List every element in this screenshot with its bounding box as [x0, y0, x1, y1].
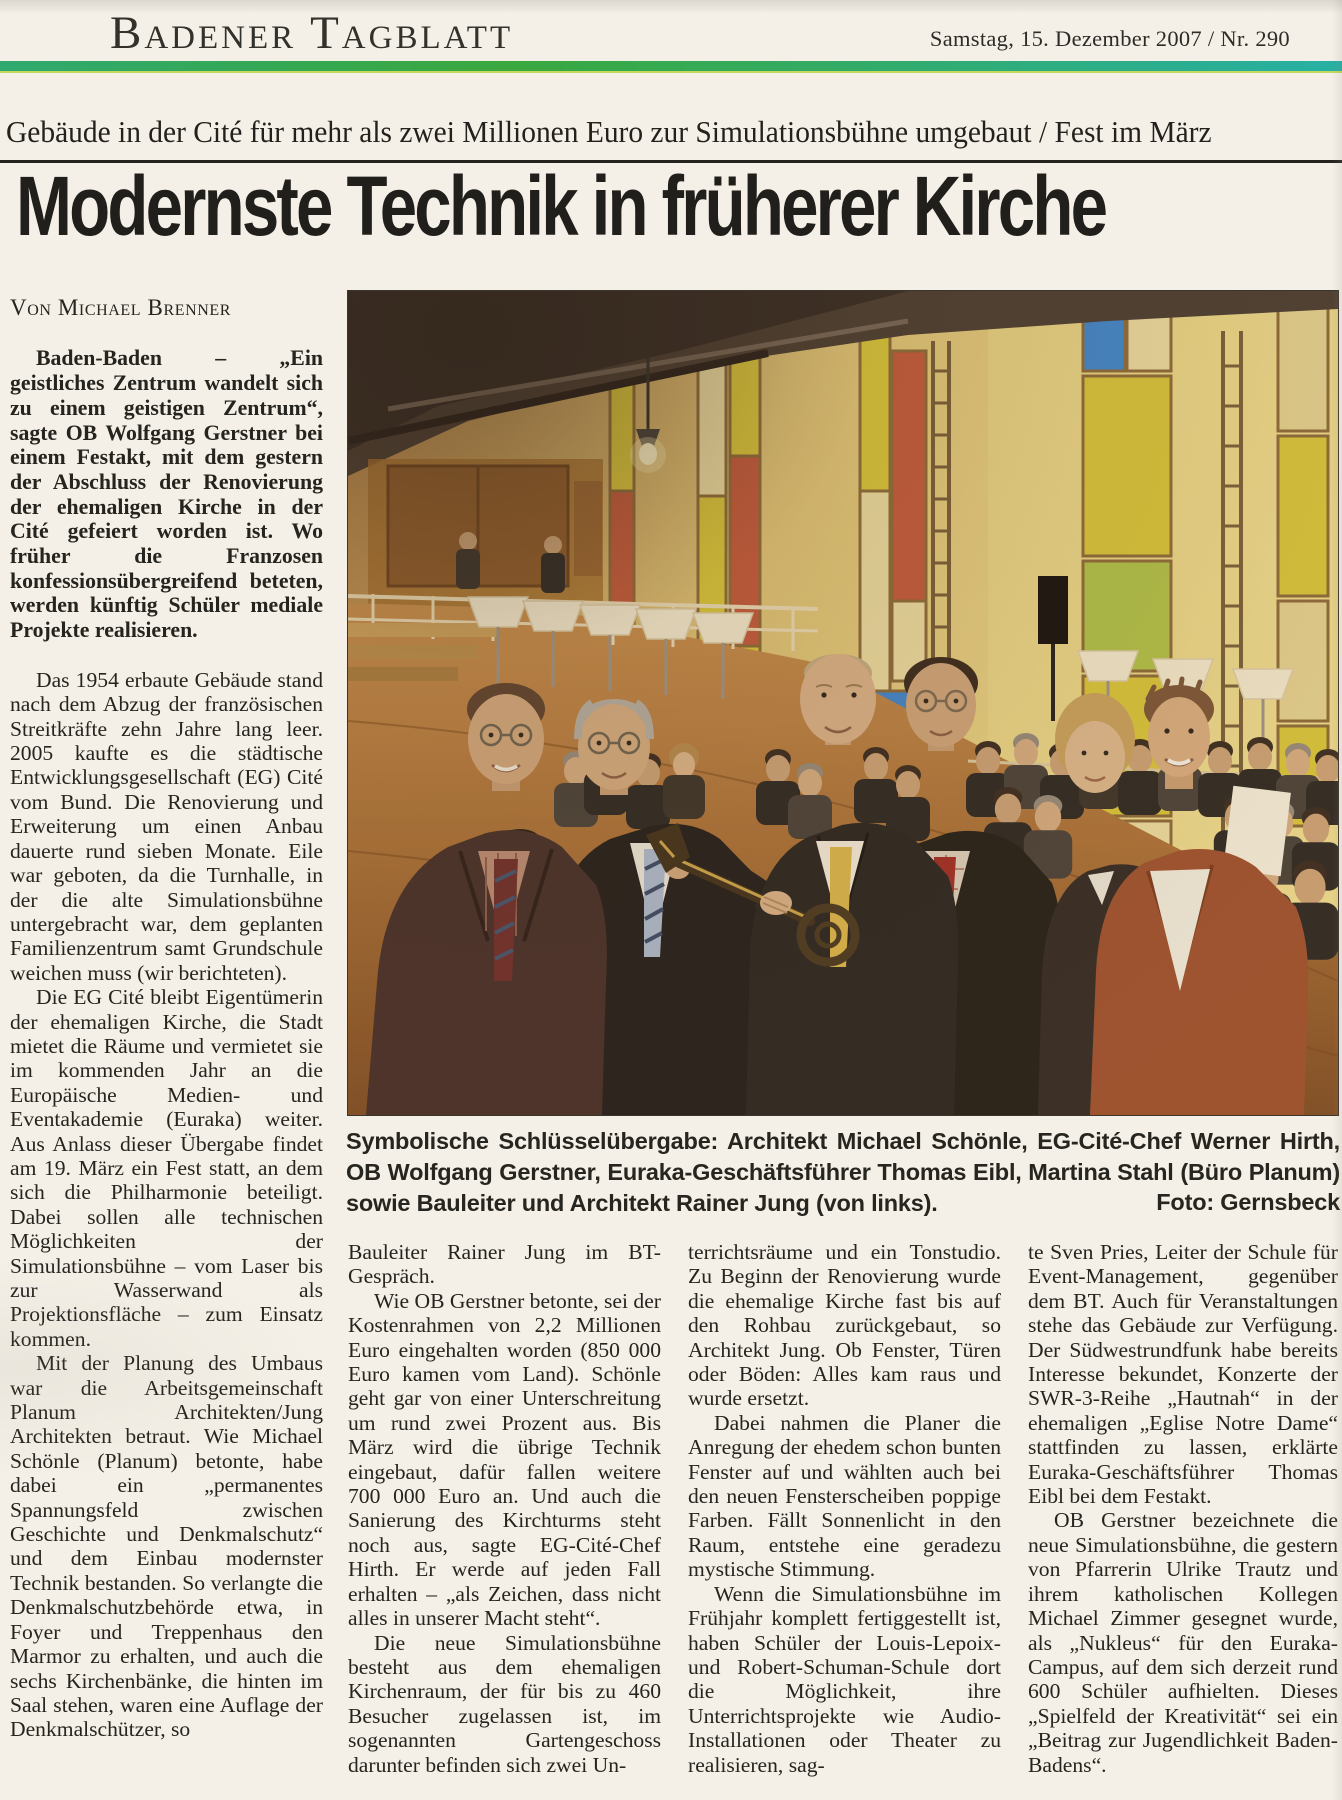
article-column-3 — [688, 1240, 1001, 1777]
article-byline: Von Michael Brenner — [10, 295, 232, 320]
article-paragraph: Dabei nahmen die Planer die Anregung der ehedem schon bunten Fenster auf und wählten auch bei den neuen Fensterscheiben poppige Farben. Fällt Sonnenlicht in den Raum, entstehe eine geradezu mystische Stimmung. — [688, 1410, 1001, 1582]
article-paragraph: Die neue Simulationsbühne besteht aus dem ehemaligen Kirchenraum, der für bis zu 460 Besucher zugelassen ist, im sogenannten Gartengeschoss darunter befinden sich zwei Un- — [348, 1630, 661, 1777]
masthead-title: Badener Tagblatt — [110, 7, 514, 59]
article-column-1 — [10, 296, 323, 1742]
article-paragraph: Mit der Planung des Umbaus war die Arbeitsgemeinschaft Planum Architekten/Jung Architekten betraut. Wie Michael Schönle (Planum) betonte, habe dabei ein „permanentes Spannungsfeld zwischen Geschichte und Denkmalschutz“ und dem Einbau modernster Technik bestanden. So verlangte die Denkmalschutzbehörde etwa, in Foyer und Treppenhaus den Marmor zu erhalten, und auch die sechs Kirchenbänke, die hinten im Saal stehen, waren eine Auflage der Denkmalschützer, so — [10, 1351, 323, 1742]
masthead-dateline: Samstag, 15. Dezember 2007 / Nr. 290 — [929, 26, 1290, 51]
article-paragraph: Das 1954 erbaute Gebäude stand nach dem Abzug der französischen Streitkräfte zehn Jahre lang leer. 2005 kaufte es die städtische Entwicklungsgesellschaft (EG) Cité vom Bund. Die Renovierung und Erweiterung um einen Anbau dauerte rund sieben Monate. Eile war geboten, da die Turnhalle, in der die alte Simulationsbühne untergebracht war, dem geplanten Familienzentrum samt Grundschule weichen muss (wir berichteten). — [10, 667, 323, 985]
article-column-4 — [1028, 1240, 1338, 1777]
article-paragraph: te Sven Pries, Leiter der Schule für Event-Management, gegenüber dem BT. Auch für Veranstaltungen stehe das Gebäude zur Verfügung. Der Südwestrundfunk habe bereits Interesse bekundet, Konzerte der SWR-3-Reihe „Hautnah“ in der ehemaligen „Eglise Notre Dame“ stattfinden zu lassen, erklärte Euraka-Geschäftsführer Thomas Eibl bei dem Festakt. — [1028, 1240, 1338, 1509]
photo-credit: Foto: Gernsbeck — [1156, 1189, 1340, 1216]
article-paragraph: Wie OB Gerstner betonte, sei der Kostenrahmen von 2,2 Millionen Euro eingehalten worden (850 000 Euro kamen vom Land). Schönle geht gar von einer Unterschreitung um rund zwei Prozent aus. Bis März wird die übrige Technik eingebaut, dafür fallen weitere 700 000 Euro an. Und auch die Sanierung des Kirchturms steht noch aus, sagte EG-Cité-Chef Hirth. Er werde auf jeden Fall erhalten – „als Zeichen, dass nicht alles in unserer Macht steht“. — [348, 1288, 661, 1631]
article-column-2 — [348, 1240, 661, 1777]
article-photo — [348, 291, 1338, 1115]
article-photo-illustration — [348, 291, 1338, 1115]
article-paragraph: Bauleiter Rainer Jung im BT-Gespräch. — [348, 1240, 661, 1289]
photo-vignette — [348, 291, 1338, 1115]
article-paragraph: OB Gerstner bezeichnete die neue Simulationsbühne, die gestern von Pfarrerin Ulrike Trautz und ihrem katholischen Kollegen Michael Zimmer gesegnet wurde, als „Nukleus“ für den Euraka-Campus, auf dem sich derzeit rund 600 Schüler aufhielten. Dieses „Spielfeld der Kreativität“ sei ein „Beitrag zur Jugendlichkeit Baden-Badens“. — [1028, 1508, 1338, 1777]
article-paragraph: terrichtsräume und ein Tonstudio. Zu Beginn der Renovierung wurde die ehemalige Kirche fast bis auf den Rohbau zurückgebaut, so Architekt Jung. Ob Fenster, Türen oder Böden: Alles kam raus und wurde ersetzt. — [688, 1240, 1001, 1411]
article-headline: Modernste Technik in früherer Kirche — [16, 159, 1106, 253]
kicker-line: Gebäude in der Cité für mehr als zwei Millionen Euro zur Simulationsbühne umgebaut / Fest im März — [6, 114, 1212, 149]
article-lead-paragraph: Baden-Baden – „Ein geistliches Zentrum wandelt sich zu einem geistigen Zentrum“, sagte OB Wolfgang Gerstner bei einem Festakt, mit dem gestern der Abschluss der Renovierung der ehemaligen Kirche in der Cité gefeiert worden ist. Wo früher die Franzosen konfessionsübergreifend beteten, werden künftig Schüler mediale Projekte realisieren. — [10, 346, 323, 643]
article-paragraph: Wenn die Simulationsbühne im Frühjahr komplett fertiggestellt ist, haben Schüler der Louis-Lepoix- und Robert-Schuman-Schule dort die Möglichkeit, ihre Unterrichtsprojekte wie Audio-Installationen oder Theater zu realisieren, sag- — [688, 1581, 1001, 1777]
masthead-accent-bar — [0, 61, 1342, 71]
article-paragraph: Die EG Cité bleibt Eigentümerin der ehemaligen Kirche, die Stadt mietet die Räume und vermietet sie im kommenden Jahr an die Europäische Medien- und Eventakademie (Euraka) weiter. Aus Anlass dieser Übergabe findet am 19. März ein Fest statt, an dem sich die Philharmonie beteiligt. Dabei sollen alle technischen Möglichkeiten der Simulationsbühne – vom Laser bis zur Wasserwand als Projektionsfläche – zum Einsatz kommen. — [10, 985, 323, 1351]
photo-caption — [346, 1126, 1340, 1220]
photo-caption-text: Symbolische Schlüsselübergabe: Architekt Michael Schönle, EG-Cité-Chef Werner Hirth, OB Wolfgang Gerstner, Euraka-Geschäftsführer Thomas Eibl, Martina Stahl (Büro Planum) sowie Bauleiter und Architekt Rainer Jung (von links). — [346, 1128, 1340, 1216]
